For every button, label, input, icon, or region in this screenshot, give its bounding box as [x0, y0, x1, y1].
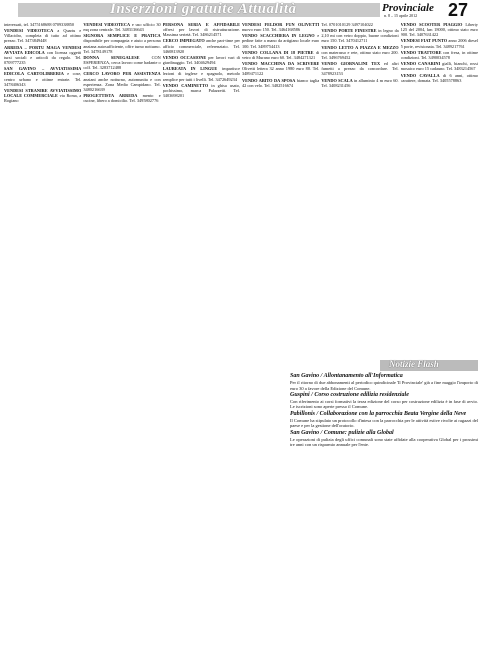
ads-column	[163, 22, 240, 652]
ad-text: con fresa, in ottime condizioni. Tel. 3490034578	[400, 49, 478, 60]
classified-ad	[163, 55, 240, 65]
ad-heading: CERCO LAVORO PER ASSISTENZA	[83, 71, 161, 77]
classified-ad	[401, 38, 478, 48]
classified-ad	[163, 83, 240, 98]
ad-text: anziani anche notturno, automunita e con esperienza. Zona Medio Campidano. Tel. 3480216639	[83, 76, 161, 92]
ad-heading: VENDO CANARINI	[400, 61, 441, 67]
ad-text: a Quartu e Villacidro, completa di tutto ad ottimo prezzo. Tel. 3473849448	[4, 28, 82, 44]
ad-heading: ARREDA – PORTU MAGA VENDESI AVVIATA EDICOLA	[4, 44, 82, 55]
classified-ad	[4, 45, 81, 65]
classified-ad	[83, 33, 160, 53]
ad-heading: CERCO IMPIEGATO	[162, 38, 205, 44]
ad-text: anno 2006 diesel 5 porte, revisionata. Tel. 3489217761	[400, 38, 478, 49]
page-number: 27	[448, 0, 469, 20]
ad-heading: SAN GAVINO – AVVIATISSIMA EDICOLA CARTOLIBRERIA	[4, 66, 82, 77]
classified-ad	[401, 73, 478, 83]
ad-heading: SIGNORA SEMPLICE E PRATICA	[83, 33, 161, 39]
ads-column	[83, 22, 160, 652]
flash-news	[290, 372, 478, 652]
ad-heading: VENDO SCOOTER PIAGGIO	[400, 22, 463, 27]
ad-heading: PERSONA SERIA E AFFIDABILE	[162, 22, 240, 27]
ad-text: ed altri fumetti a prezzo da concordare. Tel. 3478923153	[321, 61, 399, 77]
news-heading: Guspini / Corso costruzione edilizia residenziale	[290, 391, 409, 398]
page-header	[0, 0, 482, 22]
classified-ad	[401, 50, 478, 60]
classified-ad	[321, 61, 398, 76]
page-title: Inserzioni gratuite Attualità	[110, 1, 297, 17]
news-body: Per il ritorno di due abbonamenti al periodico quindicinale 'Il Provinciale' già a fine maggio l'importo di euro 30 a favore della Edizione del Comune.	[290, 380, 478, 391]
ad-text: Tel. 0701010129 3497104022	[321, 22, 373, 27]
ad-text: offresi per lavori di ristrutturazione. Massima serietà. Tel. 3486214571	[162, 27, 240, 38]
ad-text: anche part-time per ufficio commerciale, referenziato. Tel. 3460813920	[162, 38, 240, 54]
ad-text: gialli, bianchi, rossi mosaico euro 15 cadauno. Tel. 3483214567	[400, 61, 478, 72]
classified-ad	[242, 78, 319, 88]
ad-text: interessati, tel. 3475168688 0709338850	[4, 22, 75, 27]
ad-heading: VENDO MACCHINA DA SCRIVERE	[241, 61, 320, 67]
ad-heading: LAUREATA IN LINGUE	[162, 66, 218, 72]
news-body: Con riferimento ai corsi formativi la terza edizione del corso per costruzione edilizia è in fase di avvio. Le iscrizioni sono aperte presso il Comune.	[290, 399, 478, 410]
classified-ad	[83, 93, 160, 103]
ad-text: mento e cucine, libero a domicilio. Tel. 3495802776	[83, 92, 161, 104]
ad-heading: VENDESI STRANIRE AVVIATISSIMO LOCALE COMMERCIALE	[4, 87, 82, 98]
classified-ad	[4, 88, 81, 103]
classified-ad	[321, 28, 398, 43]
ad-text: e cose, centro urbano e ottime entrate. Tel. 3478406343	[4, 71, 82, 87]
ad-text: Olivetti lettera 32 anno 1980 euro 80. Tel. 3489471122	[241, 66, 320, 77]
ad-text: Liberty 125 del 2004, km 18000, ottimo stato euro 900. Tel. 3407631422	[400, 22, 478, 38]
classified-ad	[163, 22, 240, 37]
ad-heading: VENDO CAMINETTO	[162, 82, 209, 88]
ad-heading: VENDO OCCASIONE	[162, 54, 207, 60]
ad-heading: VENDO SCALA	[321, 77, 353, 83]
classified-ad	[242, 50, 319, 60]
classified-ad	[4, 22, 81, 27]
news-heading: Pabillonis / Collaborazione con la parrocchia Beata Vergine della Neve	[290, 410, 467, 417]
ad-text: bianco taglia 42 con velo. Tel. 3482516674	[241, 77, 320, 88]
classified-ad	[4, 28, 81, 43]
ad-heading: VENDO ABITO DA SPOSA	[241, 77, 296, 83]
ad-text: e uso ufficio 30 mq zona centrale. Tel. 3483136643	[83, 22, 161, 33]
classified-ad	[321, 78, 398, 88]
classified-ad	[4, 66, 81, 86]
ad-heading: VENDESI FELDOR FUN OLIVETTI	[241, 22, 320, 27]
news-heading: San Gavino / Comune: pulizie alla Global	[290, 429, 394, 436]
classified-ad	[321, 45, 398, 60]
ad-text: nuovo euro 150. Tel. 3464168586	[241, 27, 301, 33]
ad-heading: VENDO TRATTORE	[400, 49, 442, 55]
ad-heading: VENDESI FIAT PUNTO	[400, 38, 448, 44]
classified-ad	[83, 22, 160, 32]
news-body: Il Comune ha stipulato un protocollo d'intesa con la parrocchia per le attività estive rivolte ai ragazzi del paese e per la gestione dell'oratorio.	[290, 418, 478, 429]
newspaper-logo: Provinciale	[382, 2, 434, 14]
ad-heading: PROGETTISTA ARREDA	[83, 92, 138, 98]
classified-ad	[83, 55, 160, 70]
classified-ad	[242, 61, 319, 76]
ad-text: disponibile per compagnia e aiuto a persona anziana autosufficiente, offre turno notturno. Tel. 3478149178	[83, 38, 161, 54]
classified-ad	[401, 61, 478, 71]
ad-text: via Roma, a Rogiano	[4, 92, 82, 104]
ad-heading: VENDO CAVALLA	[400, 72, 440, 78]
ad-text: con materasso e rete, ottimo stato euro 200. Tel. 3496769452	[321, 49, 399, 60]
issue-date: n. 8 – 15 aprile 2012	[384, 13, 418, 18]
ad-text: CON ESPERIENZA, cerca lavoro come badante o colf. Tel. 3283712488	[83, 54, 161, 71]
ad-heading: VENDO SCACCHIERA IN LEGNO	[241, 33, 315, 39]
news-body: Le operazioni di pulizia degli uffici comunali sono state affidate alla cooperativa Global per i prossimi tre anni con un risparmio annuale per l'ente.	[290, 436, 478, 448]
ads-column	[4, 22, 81, 652]
ad-text: per lavori vari di giardinaggio. Tel. 3404629494	[162, 54, 240, 66]
flash-title: Notizie Flash	[389, 359, 439, 369]
ad-heading: VENDO PORTE FINESTRE	[321, 28, 377, 34]
ad-text: impartisce lezioni di inglese e spagnolo, metodo semplice per tutti i livelli. Tel. 3472649234	[162, 66, 240, 82]
classified-ad	[163, 38, 240, 53]
classified-ad	[321, 22, 398, 27]
ad-heading: VENDO GIORNALINI TEX	[321, 61, 381, 67]
classified-ad	[242, 22, 319, 32]
ad-text: di 6 anni, ottimo carattere, domata. Tel. 3405578863	[400, 72, 478, 83]
ad-heading: DONNA SENEGALESE	[83, 54, 140, 60]
ad-text: con licenza oggetti tursi sociali e articoli da regalo. Tel. 0709777235	[4, 49, 82, 66]
ad-text: in alluminio 4 m euro 60. Tel. 3408231456	[321, 77, 399, 88]
ad-text: e pedine fatte a mano da artigiano locale euro 100. Tel. 3489754413	[241, 33, 320, 49]
ad-text: di vetro di Murano euro 60. Tel. 3484271321	[241, 49, 320, 60]
classified-ad	[83, 71, 160, 91]
ad-heading: VENDO COLLANA DI 18 PIETRE	[241, 49, 314, 55]
ad-text: in legno da 2,10 mt con vetro doppio, buone condizioni euro 150. Tel. 3470412711	[321, 28, 399, 44]
classified-ad	[163, 66, 240, 81]
ad-heading: VENDESI VIDEOTECA	[4, 28, 54, 34]
ad-text: in ghisa usato, pochissimo, marca Palazzetti. Tel. 3403698201	[162, 82, 240, 98]
ad-heading: VENDESI VIDEOTECA	[83, 22, 131, 27]
ad-heading: VENDO LETTO A PIAZZA E MEZZO	[321, 44, 399, 50]
news-heading: San Gavino / Allontanamento all'Informatica	[290, 373, 403, 379]
classified-ad	[242, 33, 319, 48]
classified-ad	[401, 22, 478, 37]
